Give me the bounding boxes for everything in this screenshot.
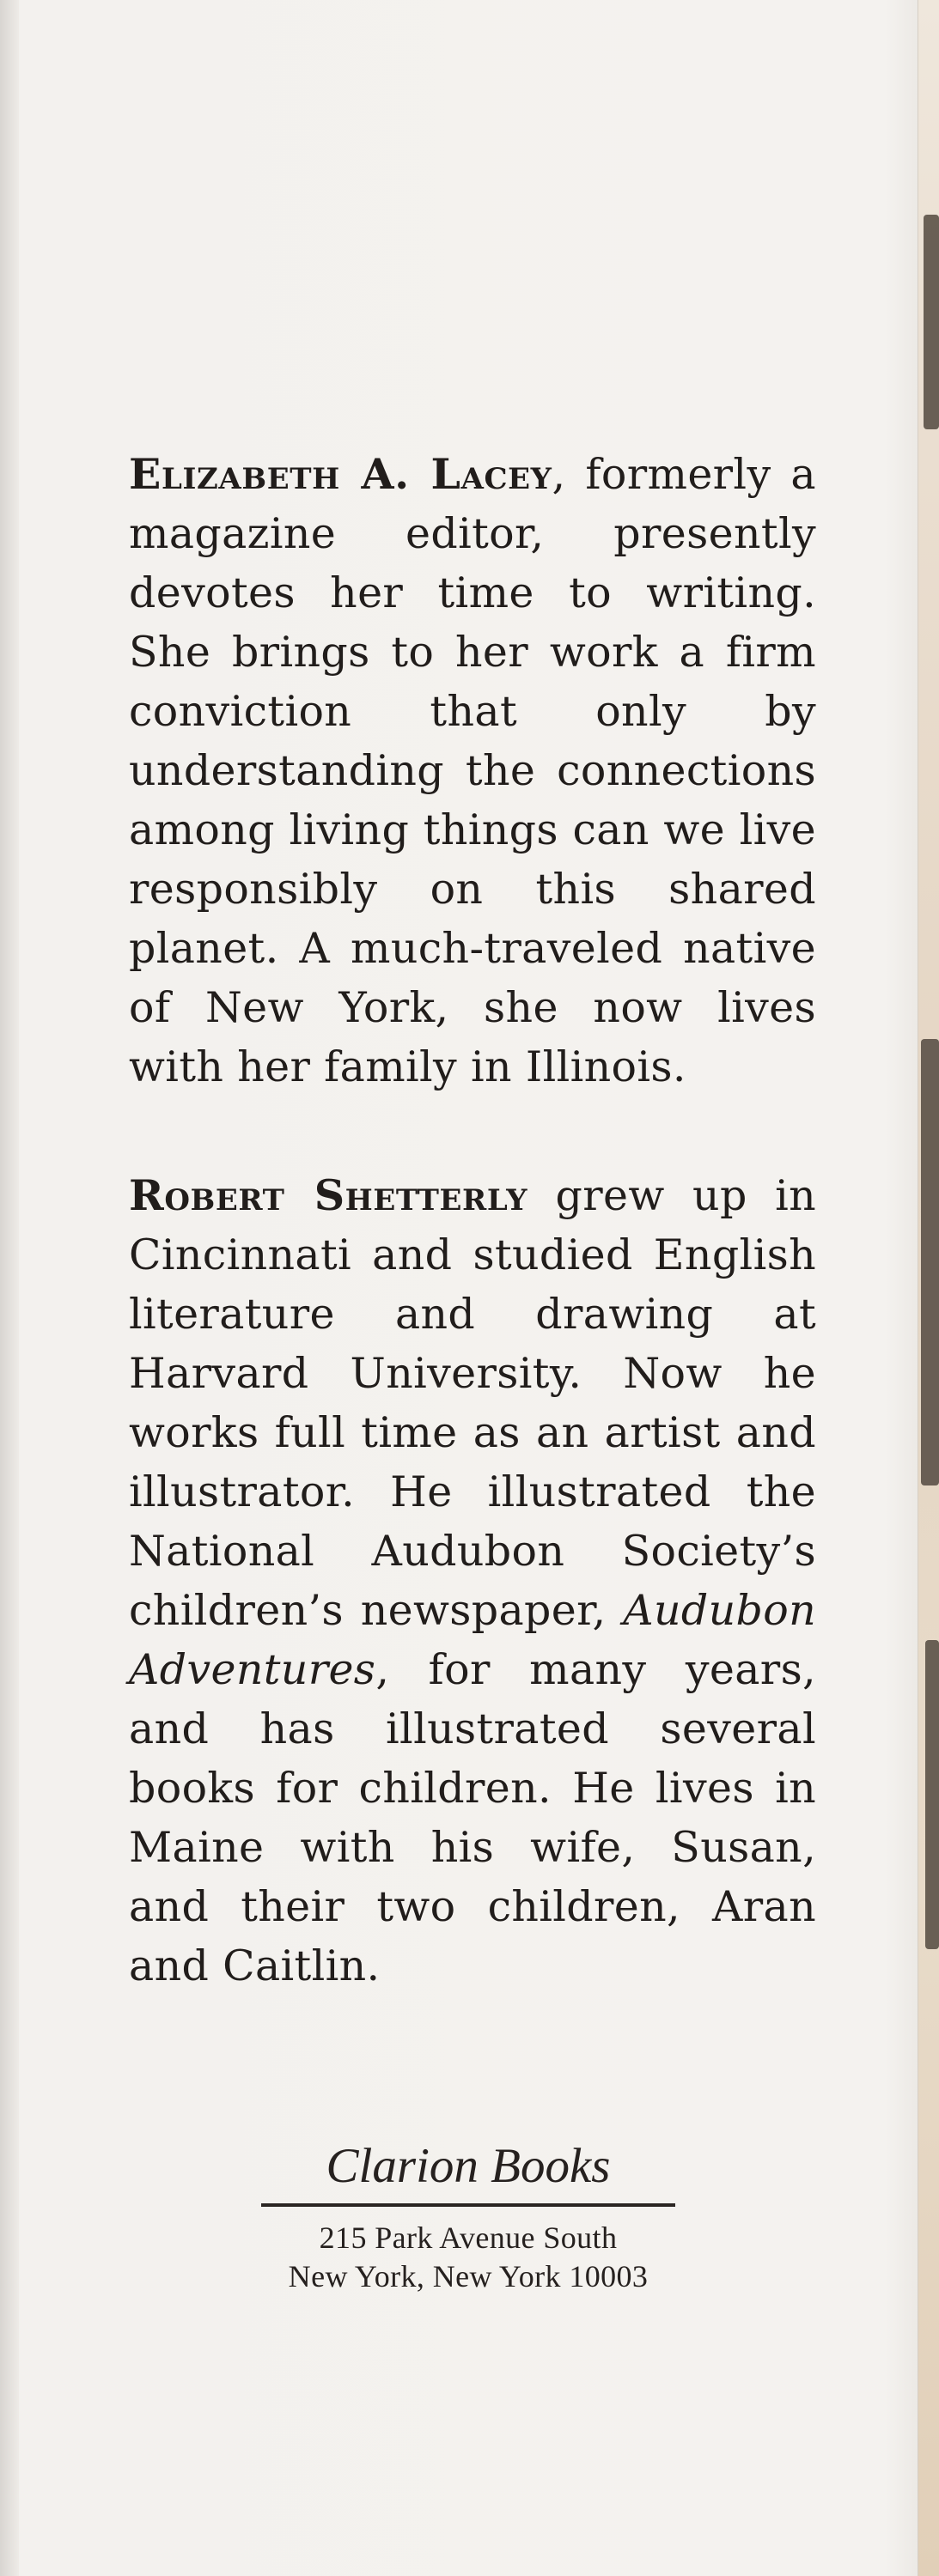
publisher-address-line-1: 215 Park Avenue South xyxy=(319,2221,618,2255)
author-name: Elizabeth A. Lacey xyxy=(129,449,552,499)
illustration-fragment xyxy=(925,1640,939,1949)
publisher-block xyxy=(261,2136,675,2296)
author-bio-text: , formerly a magazine editor, presently devotes her time to writing. She brings to her work a firm conviction that only by understanding the connections among living things can we live responsibly on this shared planet. A much-traveled native of New York, she now lives with her family in Illinois. xyxy=(129,450,816,1091)
illustrator-bio-text-end: , for many years, and has illustrated several books for children. He lives in Maine with his wife, Susan, and their two children, Aran and Caitlin. xyxy=(129,1645,816,1990)
illustrator-bio xyxy=(129,1166,816,1996)
illustration-fragment xyxy=(924,215,939,429)
paper-left-edge xyxy=(0,0,19,2576)
illustration-fragment xyxy=(921,1039,939,1485)
publisher-divider xyxy=(261,2203,675,2207)
illustrator-name: Robert Shetterly xyxy=(129,1170,528,1220)
publication-title: Audubon Adventures xyxy=(129,1586,816,1694)
publisher-address-line-2: New York, New York 10003 xyxy=(288,2259,649,2293)
cover-illustration-edge xyxy=(918,0,939,2576)
publisher-name: Clarion Books xyxy=(326,2139,611,2193)
illustrator-bio-text-start: grew up in Cincinnati and studied English literature and drawing at Harvard University. Now he works full time as an artist and illustrator. He illustrated the National Audubon Society’s children’s newspaper, xyxy=(129,1171,816,1635)
author-bio xyxy=(129,445,816,1097)
